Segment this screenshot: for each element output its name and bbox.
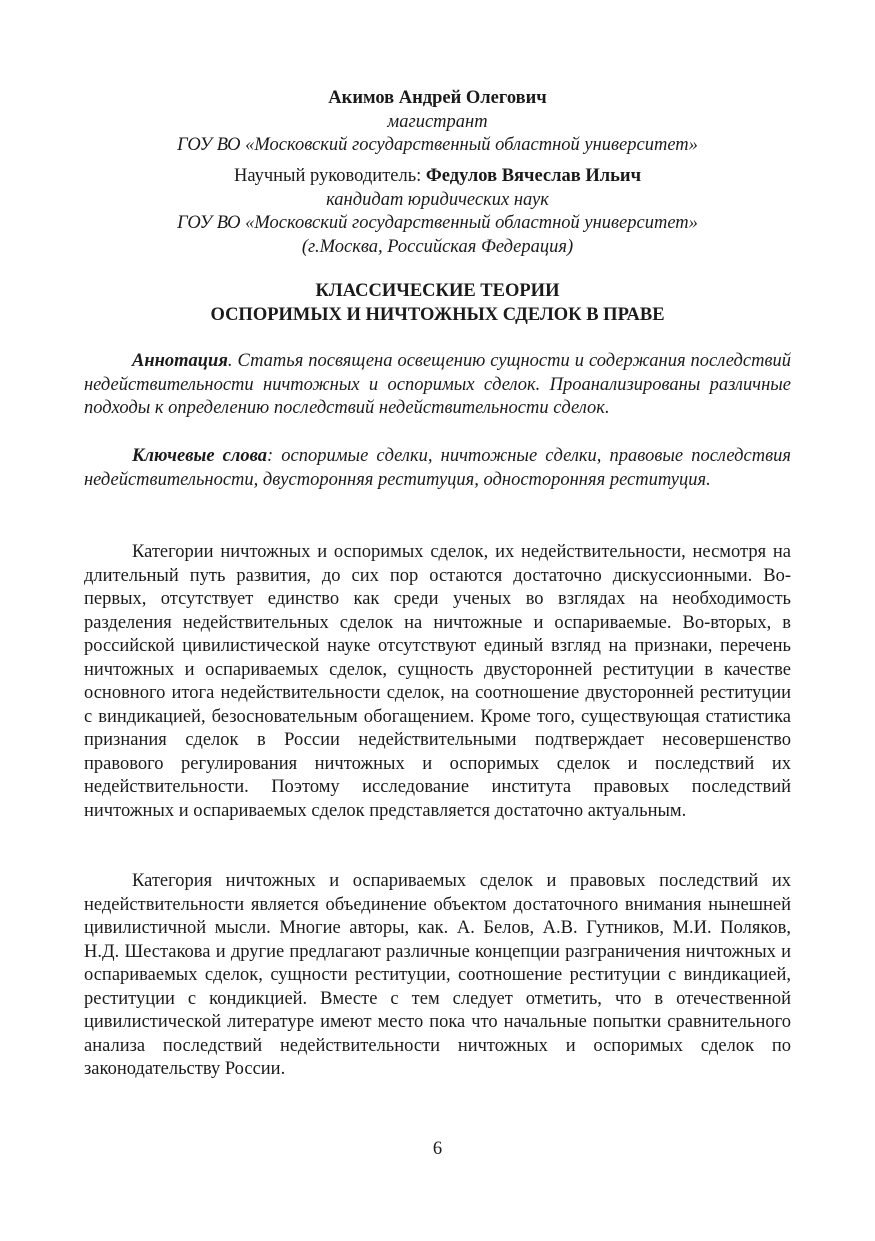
abstract [84, 350, 791, 421]
keywords-label: Ключевые слова [132, 446, 267, 466]
author-position: магистрант [387, 112, 488, 132]
page-number: 6 [432, 1139, 443, 1159]
article-title-line2: ОСПОРИМЫХ И НИЧТОЖНЫХ СДЕЛОК В ПРАВЕ [210, 305, 665, 325]
author-affiliation: ГОУ ВО «Московский государственный областной университет» [177, 135, 698, 155]
abstract-label: Аннотация [132, 351, 228, 371]
supervisor-line [0, 164, 875, 188]
body-paragraph-2: Категория ничтожных и оспариваемых сделок и правовых последствий их недействительности является объединение объектом достаточного внимания нынешней цивилистичной мысли. Многие авторы, как. А. Белов, А.В. Гутников, М.И. Поляков, Н.Д. Шестакова и другие предлагают различные концепции разграничения ничтожных и оспариваемых сделок, сущности реституции, соотношение реституции с виндикацией, реституции с кондикцией. Вместе с тем следует отметить, что в отечественной цивилистической литературе имеют место пока что начальные попытки сравнительного анализа последствий недействительности ничтожных и оспоримых сделок по законодательству России. [84, 871, 791, 1079]
supervisor-location: (г.Москва, Российская Федерация) [301, 237, 574, 257]
supervisor-degree: кандидат юридических наук [326, 190, 549, 210]
supervisor-affiliation: ГОУ ВО «Московский государственный областной университет» [177, 213, 698, 233]
abstract-text: . Статья посвящена освещению сущности и содержания последствий недействительности ничтожных и оспоримых сделок. Проанализированы различные подходы к определению последствий недействительности сделок. [84, 351, 791, 418]
author-name: Акимов Андрей Олегович [328, 88, 547, 108]
supervisor-name: Федулов Вячеслав Ильич [425, 166, 642, 186]
article-title-line1: КЛАССИЧЕСКИЕ ТЕОРИИ [315, 281, 560, 301]
body-paragraph-1: Категории ничтожных и оспоримых сделок, их недействительности, несмотря на длительный путь развития, до сих пор остаются достаточно дискуссионными. Во-первых, отсутствует единство как среди ученых во взглядах на необходимость разделения недействительных сделок на ничтожные и оспариваемые. Во-вторых, в российской цивилистической науке отсутствуют единый взгляд на признаки, перечень ничтожных и оспариваемых сделок, сущность двусторонней реституции в качестве основного итога недействительности сделок, на соотношение двусторонней реституции с виндикацией, безосновательным обогащением. Кроме того, существующая статистика признания сделок в России недействительными подтверждает несовершенство правового регулирования ничтожных и оспоримых сделок и последствий их недействительности. Поэтому исследование института правовых последствий ничтожных и оспариваемых сделок представляется достаточно актуальным. [84, 542, 791, 821]
supervisor-label: Научный руководитель: [233, 166, 426, 186]
keywords-text: : оспоримые сделки, ничтожные сделки, правовые последствия недействительности, двусторонняя реституция, односторонняя реституция. [84, 446, 791, 490]
keywords [84, 445, 791, 492]
